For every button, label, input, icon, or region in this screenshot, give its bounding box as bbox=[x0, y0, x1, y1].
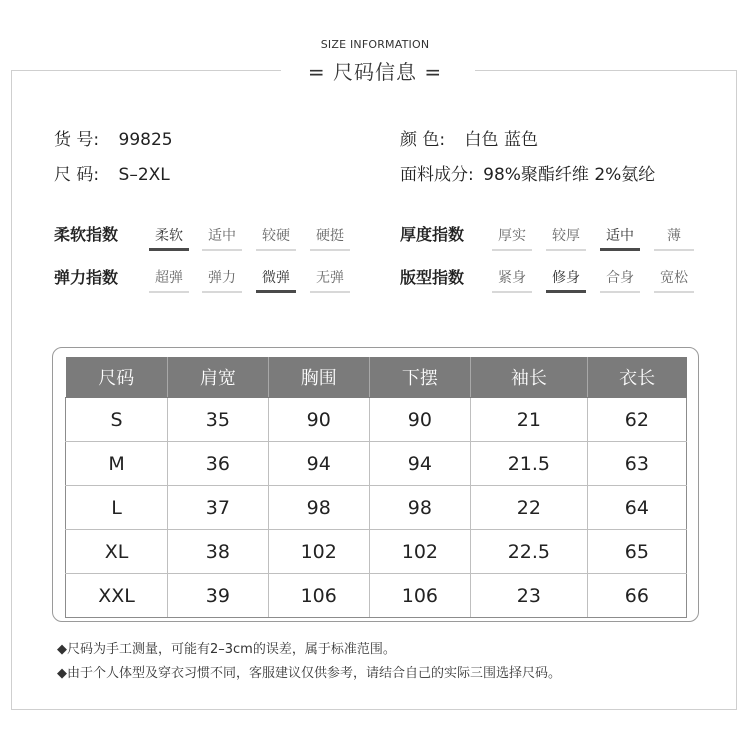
table-cell: 98 bbox=[369, 486, 470, 530]
fit-index-label: 版型指数 bbox=[400, 268, 465, 287]
color-label: 颜 色: bbox=[400, 130, 446, 150]
thickness-index-label: 厚度指数 bbox=[400, 225, 465, 244]
elasticity-index-label: 弹力指数 bbox=[54, 268, 119, 287]
table-cell: XXL bbox=[66, 574, 168, 618]
table-cell: M bbox=[66, 442, 168, 486]
fit-option: 宽松 bbox=[654, 267, 694, 293]
column-header-chest: 胸围 bbox=[268, 357, 369, 398]
table-cell: 94 bbox=[268, 442, 369, 486]
elasticity-option: 微弹 bbox=[256, 267, 296, 293]
table-cell: 35 bbox=[168, 398, 269, 442]
size-range-label: 尺 码: bbox=[54, 165, 100, 185]
elasticity-option: 弹力 bbox=[202, 267, 242, 293]
table-row bbox=[66, 574, 687, 618]
softness-option: 较硬 bbox=[256, 225, 296, 251]
column-header-sleeve: 袖长 bbox=[470, 357, 587, 398]
table-cell: L bbox=[66, 486, 168, 530]
table-cell: 102 bbox=[369, 530, 470, 574]
note-fit-advice: ◆由于个人体型及穿衣习惯不同，客服建议仅供参考，请结合自己的实际三围选择尺码。 bbox=[57, 666, 561, 681]
fit-option: 合身 bbox=[600, 267, 640, 293]
fabric-value: 98%聚酯纤维 2%氨纶 bbox=[483, 165, 656, 185]
size-table bbox=[65, 357, 687, 618]
softness-index-label: 柔软指数 bbox=[54, 225, 119, 244]
table-cell: S bbox=[66, 398, 168, 442]
color-value: 白色 蓝色 bbox=[464, 130, 538, 150]
table-cell: 65 bbox=[587, 530, 686, 574]
table-cell: 102 bbox=[268, 530, 369, 574]
table-cell: 94 bbox=[369, 442, 470, 486]
softness-option: 硬挺 bbox=[310, 225, 350, 251]
color-row bbox=[400, 125, 538, 150]
item-number-value: 99825 bbox=[118, 130, 173, 150]
size-range-value: S–2XL bbox=[118, 165, 170, 185]
table-cell: 90 bbox=[268, 398, 369, 442]
table-cell: 21.5 bbox=[470, 442, 587, 486]
item-number-row bbox=[54, 125, 173, 150]
column-header-length: 衣长 bbox=[587, 357, 686, 398]
column-header-shoulder: 肩宽 bbox=[168, 357, 269, 398]
table-cell: 22.5 bbox=[470, 530, 587, 574]
english-title: SIZE INFORMATION bbox=[320, 38, 430, 51]
table-row bbox=[66, 486, 687, 530]
table-cell: 36 bbox=[168, 442, 269, 486]
softness-option: 适中 bbox=[202, 225, 242, 251]
table-row bbox=[66, 398, 687, 442]
table-cell: 66 bbox=[587, 574, 686, 618]
fabric-row bbox=[400, 160, 655, 185]
table-cell: XL bbox=[66, 530, 168, 574]
softness-option: 柔软 bbox=[149, 225, 189, 251]
table-cell: 37 bbox=[168, 486, 269, 530]
note-measurement: ◆尺码为手工测量，可能有2–3cm的误差，属于标准范围。 bbox=[57, 642, 396, 657]
table-cell: 106 bbox=[268, 574, 369, 618]
column-header-hem: 下摆 bbox=[369, 357, 470, 398]
table-cell: 98 bbox=[268, 486, 369, 530]
fit-option: 紧身 bbox=[492, 267, 532, 293]
table-cell: 23 bbox=[470, 574, 587, 618]
elasticity-option: 无弹 bbox=[310, 267, 350, 293]
table-row bbox=[66, 530, 687, 574]
table-cell: 62 bbox=[587, 398, 686, 442]
page-title: = 尺码信息 = bbox=[307, 60, 443, 84]
table-header-row bbox=[66, 357, 687, 398]
table-row bbox=[66, 442, 687, 486]
thickness-option: 厚实 bbox=[492, 225, 532, 251]
table-cell: 90 bbox=[369, 398, 470, 442]
column-header-size: 尺码 bbox=[66, 357, 168, 398]
fit-option: 修身 bbox=[546, 267, 586, 293]
fabric-label: 面料成分: bbox=[400, 165, 474, 185]
elasticity-option: 超弹 bbox=[149, 267, 189, 293]
item-number-label: 货 号: bbox=[54, 130, 100, 150]
thickness-option: 较厚 bbox=[546, 225, 586, 251]
table-cell: 21 bbox=[470, 398, 587, 442]
table-cell: 106 bbox=[369, 574, 470, 618]
size-range-row bbox=[54, 160, 170, 185]
table-cell: 64 bbox=[587, 486, 686, 530]
table-cell: 38 bbox=[168, 530, 269, 574]
thickness-option: 薄 bbox=[654, 225, 694, 251]
table-cell: 63 bbox=[587, 442, 686, 486]
thickness-option: 适中 bbox=[600, 225, 640, 251]
table-cell: 22 bbox=[470, 486, 587, 530]
table-cell: 39 bbox=[168, 574, 269, 618]
